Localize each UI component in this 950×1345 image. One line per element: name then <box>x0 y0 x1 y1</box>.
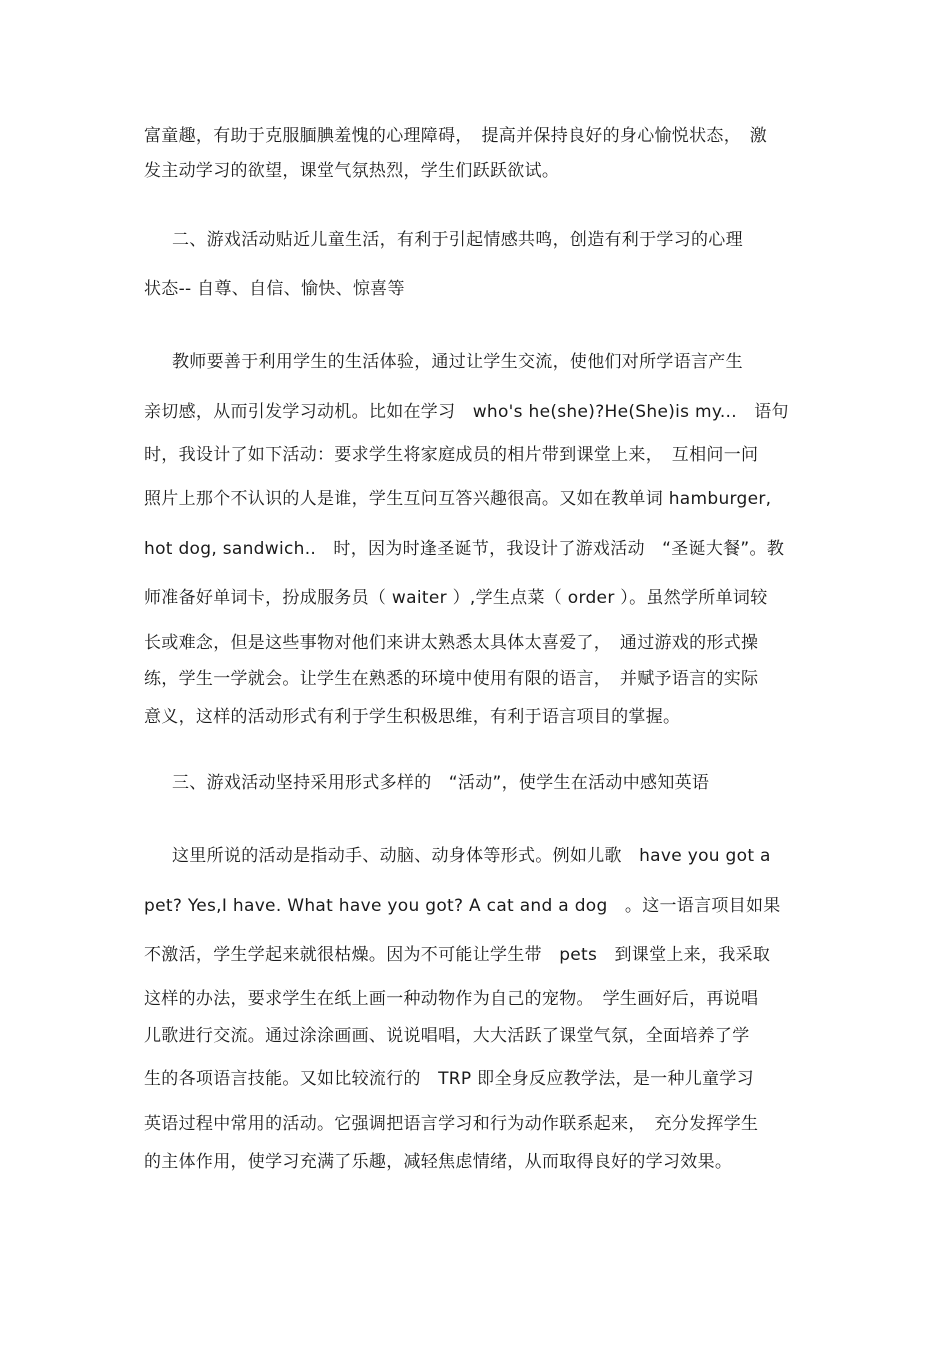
text-line: 发主动学习的欲望，课堂气氛热烈，学生们跃跃欲试。 <box>144 161 560 181</box>
text-line: 不激活，学生学起来就很枯燥。因为不可能让学生带 pets 到课堂上来，我采取 <box>144 945 771 965</box>
text-line: 亲切感，从而引发学习动机。比如在学习 who's he(she)?He(She)is my... 语句 <box>144 402 789 422</box>
text-line: 的主体作用，使学习充满了乐趣，减轻焦虑情绪，从而取得良好的学习效果。 <box>144 1152 733 1172</box>
text-line: 师准备好单词卡，扮成服务员（ waiter ）,学生点菜（ order ）。虽然学所单词较 <box>144 588 768 608</box>
text-line: 生的各项语言技能。又如比较流行的 TRP 即全身反应教学法，是一种儿童学习 <box>144 1069 754 1089</box>
text-line: 这里所说的活动是指动手、动脑、动身体等形式。例如儿歌 have you got a <box>172 846 771 866</box>
text-line: 英语过程中常用的活动。它强调把语言学习和行为动作联系起来， 充分发挥学生 <box>144 1114 759 1134</box>
text-line: 意义，这样的活动形式有利于学生积极思维，有利于语言项目的掌握。 <box>144 707 681 727</box>
text-line: 这样的办法，要求学生在纸上画一种动物作为自己的宠物。 学生画好后，再说唱 <box>144 989 759 1009</box>
text-line: 教师要善于利用学生的生活体验，通过让学生交流，使他们对所学语言产生 <box>172 352 743 372</box>
section-heading: 三、游戏活动坚持采用形式多样的 “活动”，使学生在活动中感知英语 <box>172 773 710 793</box>
text-line: 时，我设计了如下活动：要求学生将家庭成员的相片带到课堂上来， 互相问一问 <box>144 445 759 465</box>
text-line: pet? Yes,I have. What have you got? A cat and a dog 。这一语言项目如果 <box>144 896 781 916</box>
text-line: 练，学生一学就会。让学生在熟悉的环境中使用有限的语言， 并赋予语言的实际 <box>144 669 759 689</box>
text-line: 富童趣，有助于克服腼腆羞愧的心理障碍， 提高并保持良好的身心愉悦状态， 激 <box>144 126 768 146</box>
text-line: 儿歌进行交流。通过涂涂画画、说说唱唱，大大活跃了课堂气氛，全面培养了学 <box>144 1026 750 1046</box>
text-line: 长或难念，但是这些事物对他们来讲太熟悉太具体太喜爱了， 通过游戏的形式操 <box>144 633 759 653</box>
section-heading-continued: 状态-- 自尊、自信、愉快、惊喜等 <box>144 279 405 299</box>
section-heading: 二、游戏活动贴近儿童生活，有利于引起情感共鸣，创造有利于学习的心理 <box>172 230 743 250</box>
text-line: 照片上那个不认识的人是谁，学生互问互答兴趣很高。又如在教单词 hamburger, <box>144 489 772 509</box>
text-line: hot dog, sandwich.. 时，因为时逢圣诞节，我设计了游戏活动 “圣诞大餐”。教 <box>144 539 785 559</box>
